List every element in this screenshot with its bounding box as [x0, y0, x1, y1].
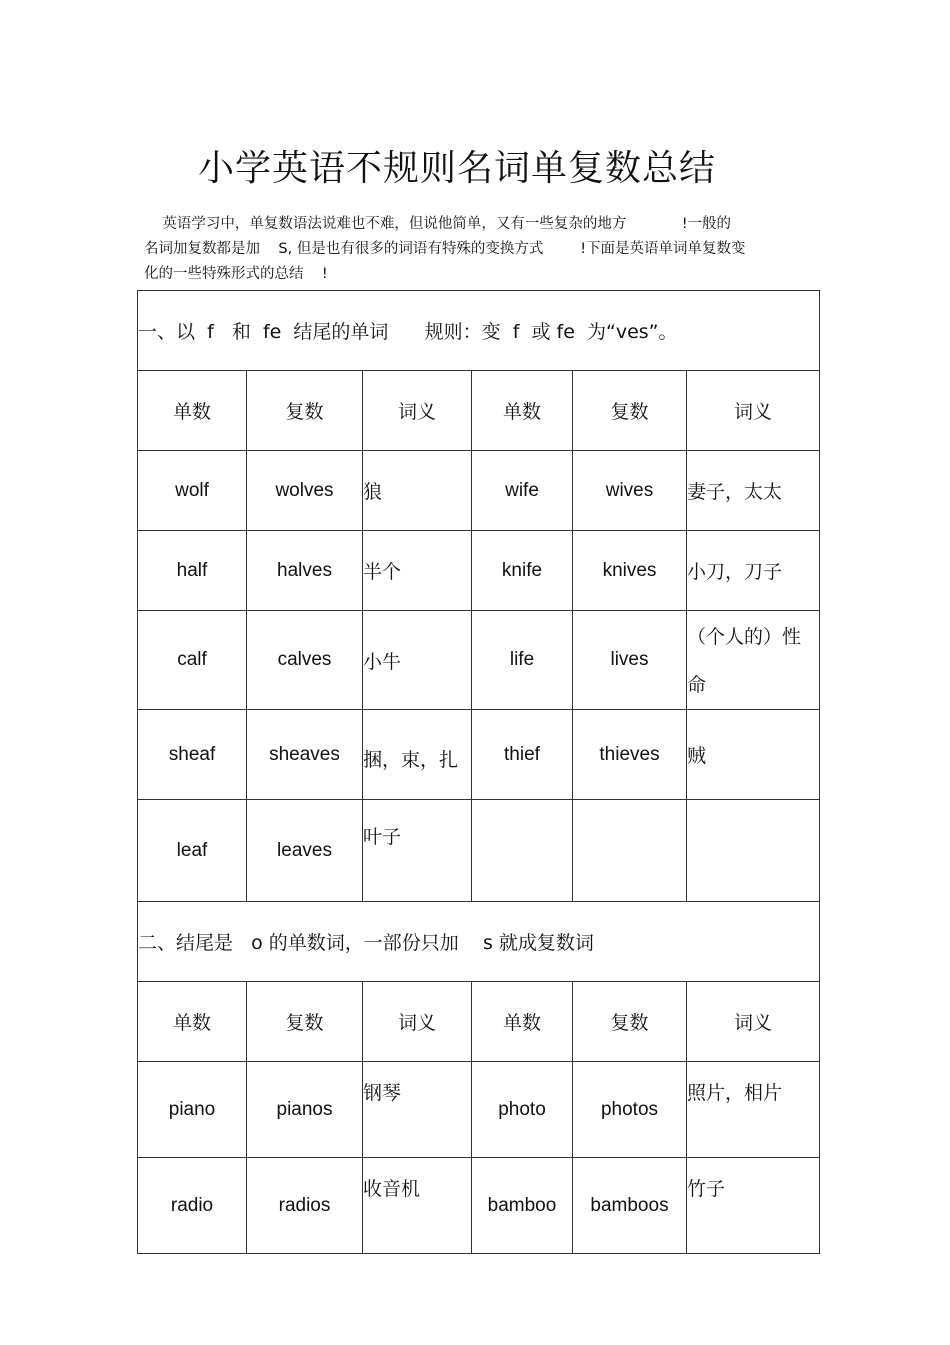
meaning-cell: 半个 — [363, 531, 472, 611]
table-row — [138, 531, 820, 611]
section1-heading: 一、以 f 和 fe 结尾的单词 规则：变 f 或 fe 为“ves”。 — [138, 291, 820, 371]
plural-cell: knives — [573, 531, 687, 611]
column-header: 复数 — [573, 982, 687, 1062]
column-header: 词义 — [687, 982, 820, 1062]
singular-cell: wife — [472, 451, 573, 531]
plural-cell: wolves — [247, 451, 363, 531]
meaning-cell: 捆，束，扎 — [363, 710, 472, 800]
section-heading-row — [138, 902, 820, 982]
singular-cell: knife — [472, 531, 573, 611]
table-row — [138, 1158, 820, 1254]
plural-cell: sheaves — [247, 710, 363, 800]
table-row — [138, 451, 820, 531]
table-header-row — [138, 371, 820, 451]
column-header: 词义 — [687, 371, 820, 451]
intro-line: 名词加复数都是加 S, 但是也有很多的词语有特殊的变换方式 !下面是英语单词单复数变 — [144, 241, 746, 257]
meaning-cell: 钢琴 — [363, 1062, 472, 1158]
plural-cell: bamboos — [573, 1158, 687, 1254]
plural-rules-table — [137, 290, 820, 1254]
plural-cell — [573, 800, 687, 902]
column-header: 单数 — [472, 982, 573, 1062]
singular-cell: calf — [138, 611, 247, 710]
singular-cell: thief — [472, 710, 573, 800]
meaning-cell: 叶子 — [363, 800, 472, 902]
plural-cell: leaves — [247, 800, 363, 902]
meaning-cell — [687, 800, 820, 902]
column-header: 词义 — [363, 371, 472, 451]
meaning-cell: 小牛 — [363, 611, 472, 710]
plural-cell: wives — [573, 451, 687, 531]
intro-line: 化的一些特殊形式的总结 ! — [144, 266, 328, 282]
intro-paragraph — [144, 212, 804, 287]
column-header: 单数 — [138, 982, 247, 1062]
plural-cell: photos — [573, 1062, 687, 1158]
column-header: 单数 — [138, 371, 247, 451]
page-title: 小学英语不规则名词单复数总结 — [197, 148, 716, 189]
plural-cell: radios — [247, 1158, 363, 1254]
section2-heading: 二、结尾是 o 的单数词，一部份只加 s 就成复数词 — [138, 902, 820, 982]
section-heading-row — [138, 291, 820, 371]
singular-cell: life — [472, 611, 573, 710]
intro-line: 英语学习中，单复数语法说难也不难，但说他简单，又有一些复杂的地方 !一般的 — [144, 216, 732, 232]
plural-cell: calves — [247, 611, 363, 710]
singular-cell: piano — [138, 1062, 247, 1158]
meaning-cell: 照片，相片 — [687, 1062, 820, 1158]
singular-cell: bamboo — [472, 1158, 573, 1254]
singular-cell: radio — [138, 1158, 247, 1254]
meaning-cell: 妻子，太太 — [687, 451, 820, 531]
singular-cell: photo — [472, 1062, 573, 1158]
meaning-cell: （个人的）性命 — [687, 611, 820, 710]
table-row — [138, 710, 820, 800]
column-header: 复数 — [573, 371, 687, 451]
meaning-cell: 狼 — [363, 451, 472, 531]
singular-cell: leaf — [138, 800, 247, 902]
plural-cell: lives — [573, 611, 687, 710]
column-header: 复数 — [247, 371, 363, 451]
table-row — [138, 1062, 820, 1158]
singular-cell: wolf — [138, 451, 247, 531]
singular-cell: sheaf — [138, 710, 247, 800]
meaning-cell: 竹子 — [687, 1158, 820, 1254]
column-header: 单数 — [472, 371, 573, 451]
singular-cell — [472, 800, 573, 902]
table-row — [138, 800, 820, 902]
plural-cell: pianos — [247, 1062, 363, 1158]
singular-cell: half — [138, 531, 247, 611]
plural-cell: halves — [247, 531, 363, 611]
meaning-cell: 小刀，刀子 — [687, 531, 820, 611]
meaning-cell: 收音机 — [363, 1158, 472, 1254]
table-header-row — [138, 982, 820, 1062]
meaning-cell: 贼 — [687, 710, 820, 800]
column-header: 词义 — [363, 982, 472, 1062]
table-row — [138, 611, 820, 710]
plural-cell: thieves — [573, 710, 687, 800]
column-header: 复数 — [247, 982, 363, 1062]
